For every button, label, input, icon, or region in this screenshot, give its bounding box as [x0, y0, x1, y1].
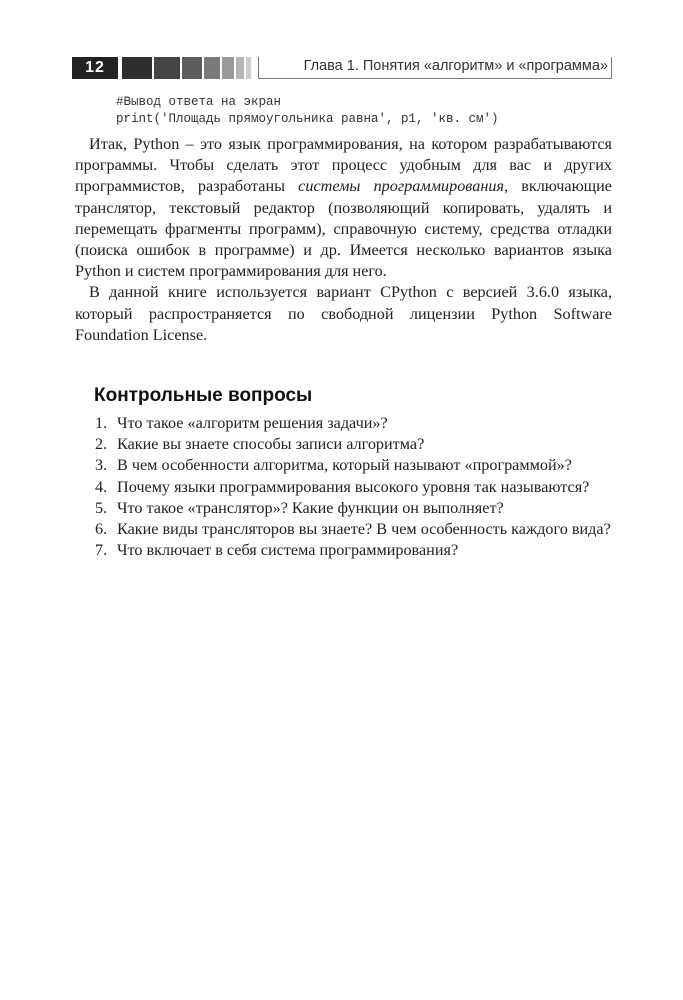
header-bar-6	[236, 57, 244, 79]
paragraph-1-part-a: Итак, Python – это язык программирования, на котором разрабатываются программы. Чтобы сделать этот процесс удобным для вас и других программистов, разработаны	[75, 135, 612, 196]
code-block	[116, 94, 499, 128]
list-item-number: 5.	[95, 498, 108, 517]
list-item-text: Почему языки программирования высокого уровня так называются?	[117, 477, 590, 496]
list-item-text: Что такое «алгоритм решения задачи»?	[117, 414, 388, 432]
page-header	[72, 57, 612, 79]
paragraph-1-emphasis: системы программирования	[298, 177, 504, 196]
list-item-number: 1.	[95, 414, 108, 432]
list-item-text: Что такое «транслятор»? Какие функции он выполняет?	[117, 498, 504, 517]
code-line-comment: #Вывод ответа на экран	[116, 95, 282, 109]
list-item-number: 4.	[95, 477, 108, 496]
header-rule	[258, 78, 612, 79]
header-divider-left	[258, 57, 259, 79]
list-item-number: 7.	[95, 541, 108, 560]
list-item-text: Какие виды трансляторов вы знаете? В чем особенность каждого вида?	[117, 520, 611, 539]
section-title: Контрольные вопросы	[94, 385, 313, 406]
page-number: 12	[72, 57, 118, 79]
header-bar-2	[154, 57, 180, 79]
list-item-text: В чем особенности алгоритма, который называют «программой»?	[117, 456, 572, 475]
chapter-title: Глава 1. Понятия «алгоритм» и «программа»	[303, 58, 608, 74]
list-item	[75, 477, 612, 498]
questions-list	[75, 413, 612, 561]
paragraph-1-part-b: , включающие транслятор, текстовый редактор (позволяющий копировать, удалять и перемещать фрагменты программ), справочную систему, средства отладки (поиска ошибок в программе) и др. Имеется несколько вариантов языка Python и систем программирования для него.	[75, 177, 612, 281]
header-bar-1	[122, 57, 152, 79]
list-item-number: 3.	[95, 456, 108, 475]
code-line-print: print('Площадь прямоугольника равна', p1, 'кв. см')	[116, 112, 499, 126]
list-item-number: 2.	[95, 435, 108, 454]
paragraph-1	[75, 134, 612, 282]
header-bar-4	[204, 57, 220, 79]
body-text	[75, 134, 612, 346]
list-item	[75, 540, 612, 561]
header-bar-7	[246, 57, 251, 79]
list-item-text: Что включает в себя система программирования?	[117, 541, 459, 560]
header-bar-5	[222, 57, 234, 79]
header-divider-right	[611, 57, 612, 79]
list-item	[75, 413, 612, 434]
list-item	[75, 455, 612, 476]
paragraph-2: В данной книге используется вариант CPython с версией 3.6.0 языка, который распространяется по свободной лицензии Python Software Foundation License.	[75, 283, 612, 344]
header-bar-3	[182, 57, 202, 79]
list-item	[75, 498, 612, 519]
list-item	[75, 519, 612, 540]
list-item-text: Какие вы знаете способы записи алгоритма?	[117, 435, 425, 454]
list-item-number: 6.	[95, 520, 108, 539]
list-item	[75, 434, 612, 455]
